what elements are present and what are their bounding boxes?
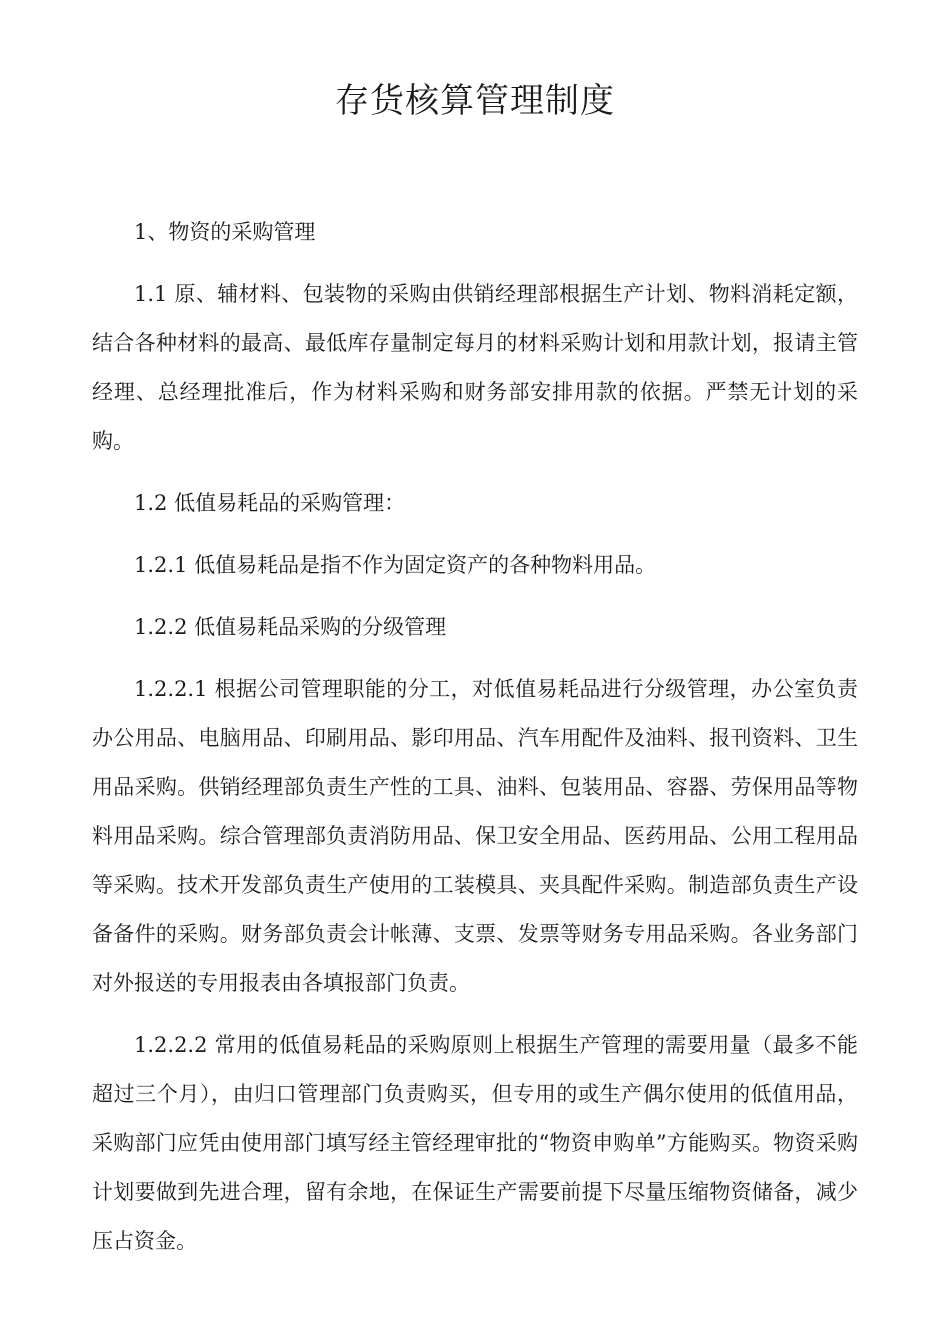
section-heading-1-2-2: 1.2.2 低值易耗品采购的分级管理 bbox=[134, 615, 447, 639]
paragraph-1-2-1: 1.2.1 低值易耗品是指不作为固定资产的各种物料用品。 bbox=[134, 553, 657, 577]
section-heading-1-2: 1.2 低值易耗品的采购管理： bbox=[134, 491, 406, 515]
paragraph-1-1: 1.1 原、辅材料、包装物的采购由供销经理部根据生产计划、物料消耗定额，结合各种材料的最高、最低库存量制定每月的材料采购计划和用款计划，报请主管经理、总经理批准后，作为材料采购和财务部安排用款的依据。严禁无计划的采购。 bbox=[92, 282, 858, 453]
paragraph-1-2-2-2: 1.2.2.2 常用的低值易耗品的采购原则上根据生产管理的需要用量（最多不能超过三个月），由归口管理部门负责购买，但专用的或生产偶尔使用的低值用品，采购部门应凭由使用部门填写经主管经理审批的“物资申购单”方能购买。物资采购计划要做到先进合理，留有余地，在保证生产需要前提下尽量压缩物资储备，减少压占资金。 bbox=[92, 1033, 858, 1253]
paragraph-1-2-2-1: 1.2.2.1 根据公司管理职能的分工，对低值易耗品进行分级管理，办公室负责办公用品、电脑用品、印刷用品、影印用品、汽车用配件及油料、报刊资料、卫生用品采购。供销经理部负责生产性的工具、油料、包装用品、容器、劳保用品等物料用品采购。综合管理部负责消防用品、保卫安全用品、医药用品、公用工程用品等采购。技术开发部负责生产使用的工装模具、夹具配件采购。制造部负责生产设备备件的采购。财务部负责会计帐薄、支票、发票等财务专用品采购。各业务部门对外报送的专用报表由各填报部门负责。 bbox=[92, 677, 858, 995]
document-title: 存货核算管理制度 bbox=[335, 81, 615, 121]
section-heading-1: 1、物资的采购管理 bbox=[134, 220, 316, 244]
